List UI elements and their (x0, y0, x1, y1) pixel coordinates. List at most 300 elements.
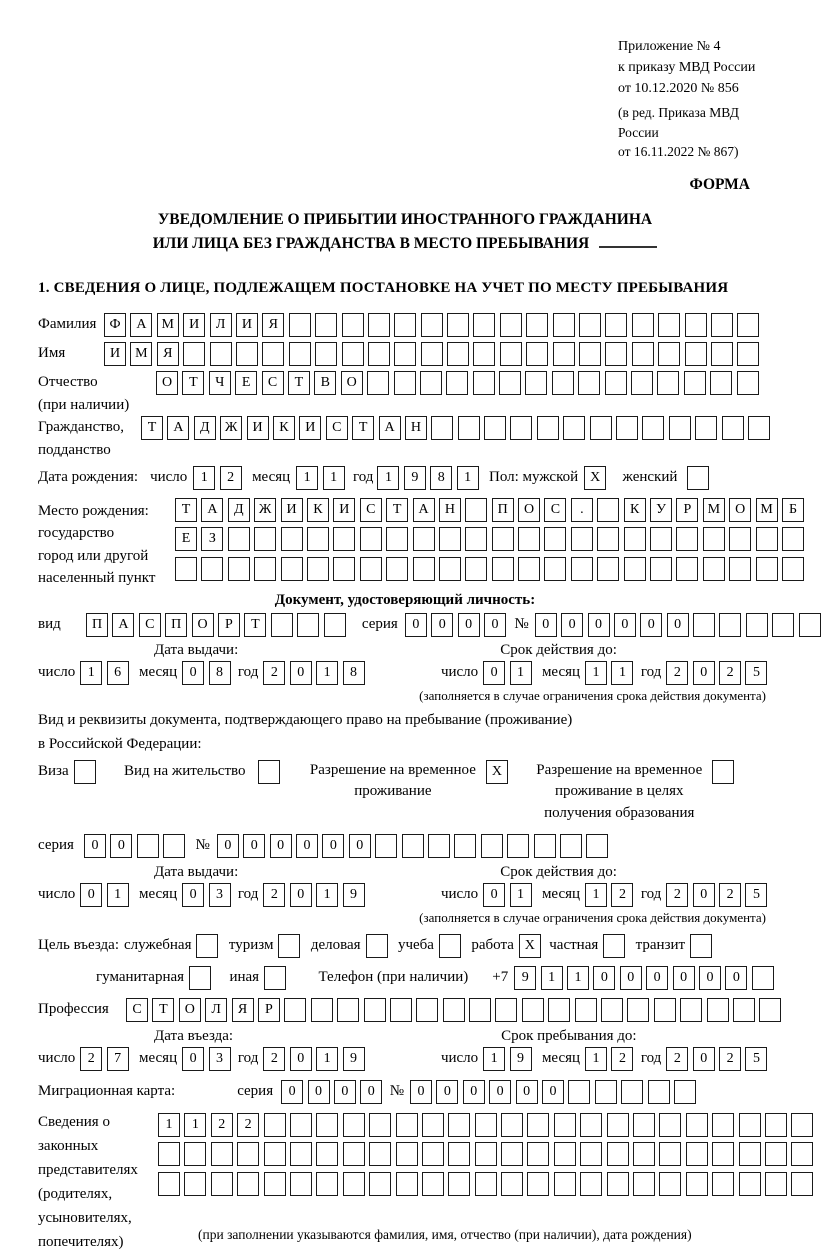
char-cell[interactable] (631, 371, 653, 395)
char-cell[interactable]: 9 (343, 1047, 365, 1071)
char-cell[interactable] (580, 1172, 602, 1196)
char-cell[interactable] (522, 998, 544, 1022)
char-cell[interactable] (211, 1142, 233, 1166)
char-cell[interactable] (364, 998, 386, 1022)
char-cell[interactable]: С (544, 498, 566, 522)
char-cell[interactable]: 0 (640, 613, 662, 637)
char-cell[interactable] (544, 527, 566, 551)
char-cell[interactable]: 0 (349, 834, 371, 858)
char-cell[interactable] (443, 998, 465, 1022)
char-cell[interactable] (446, 371, 468, 395)
char-cell[interactable] (390, 998, 412, 1022)
doc-issue-day-cells[interactable] (80, 661, 133, 685)
char-cell[interactable]: X (486, 760, 508, 784)
char-cell[interactable] (237, 1142, 259, 1166)
char-cell[interactable]: З (201, 527, 223, 551)
char-cell[interactable]: 0 (588, 613, 610, 637)
char-cell[interactable] (413, 557, 435, 581)
char-cell[interactable] (686, 1142, 708, 1166)
char-cell[interactable] (137, 834, 159, 858)
char-cell[interactable] (465, 557, 487, 581)
char-cell[interactable] (729, 557, 751, 581)
char-cell[interactable]: 1 (107, 883, 129, 907)
char-cell[interactable] (579, 342, 601, 366)
char-cell[interactable]: 3 (209, 1047, 231, 1071)
char-cell[interactable] (553, 313, 575, 337)
char-cell[interactable] (633, 1172, 655, 1196)
char-cell[interactable]: 1 (184, 1113, 206, 1137)
doc-type-cells[interactable] (86, 613, 350, 637)
char-cell[interactable] (627, 998, 649, 1022)
char-cell[interactable]: 1 (510, 883, 532, 907)
char-cell[interactable] (676, 557, 698, 581)
char-cell[interactable]: 1 (510, 661, 532, 685)
char-cell[interactable] (686, 1113, 708, 1137)
char-cell[interactable]: 0 (270, 834, 292, 858)
entry-month-cells[interactable] (182, 1047, 235, 1071)
char-cell[interactable]: 5 (745, 661, 767, 685)
char-cell[interactable] (184, 1142, 206, 1166)
char-cell[interactable] (315, 342, 337, 366)
char-cell[interactable]: А (201, 498, 223, 522)
char-cell[interactable]: 8 (430, 466, 452, 490)
permit-valid-year-cells[interactable] (666, 883, 772, 907)
char-cell[interactable]: 1 (611, 661, 633, 685)
doc-valid-day-cells[interactable] (483, 661, 536, 685)
char-cell[interactable] (659, 1172, 681, 1196)
char-cell[interactable] (554, 1142, 576, 1166)
char-cell[interactable] (710, 371, 732, 395)
char-cell[interactable] (236, 342, 258, 366)
char-cell[interactable] (501, 1142, 523, 1166)
char-cell[interactable] (315, 313, 337, 337)
char-cell[interactable] (158, 1172, 180, 1196)
permit-valid-month-cells[interactable] (585, 883, 638, 907)
char-cell[interactable]: И (333, 498, 355, 522)
char-cell[interactable] (290, 1172, 312, 1196)
char-cell[interactable]: 9 (510, 1047, 532, 1071)
char-cell[interactable] (654, 998, 676, 1022)
char-cell[interactable]: С (126, 998, 148, 1022)
birth-day-cells[interactable] (193, 466, 246, 490)
char-cell[interactable] (748, 416, 770, 440)
char-cell[interactable] (262, 342, 284, 366)
char-cell[interactable]: И (183, 313, 205, 337)
char-cell[interactable]: 3 (209, 883, 231, 907)
char-cell[interactable]: С (326, 416, 348, 440)
char-cell[interactable]: Я (262, 313, 284, 337)
char-cell[interactable]: Д (228, 498, 250, 522)
char-cell[interactable] (657, 371, 679, 395)
char-cell[interactable] (278, 934, 300, 958)
purpose-transit-checkbox[interactable] (690, 934, 716, 958)
char-cell[interactable] (568, 1080, 590, 1104)
char-cell[interactable]: 0 (463, 1080, 485, 1104)
char-cell[interactable] (590, 416, 612, 440)
char-cell[interactable]: 0 (646, 966, 668, 990)
char-cell[interactable]: 2 (719, 1047, 741, 1071)
char-cell[interactable] (475, 1142, 497, 1166)
doc-number-cells[interactable] (535, 613, 825, 637)
char-cell[interactable]: 2 (611, 1047, 633, 1071)
char-cell[interactable]: А (167, 416, 189, 440)
entry-year-cells[interactable] (263, 1047, 369, 1071)
char-cell[interactable]: А (413, 498, 435, 522)
char-cell[interactable]: 0 (290, 883, 312, 907)
char-cell[interactable] (597, 557, 619, 581)
char-cell[interactable]: И (236, 313, 258, 337)
char-cell[interactable]: О (156, 371, 178, 395)
char-cell[interactable] (756, 527, 778, 551)
char-cell[interactable]: Т (152, 998, 174, 1022)
char-cell[interactable] (648, 1080, 670, 1104)
char-cell[interactable] (527, 1113, 549, 1137)
char-cell[interactable]: 0 (667, 613, 689, 637)
char-cell[interactable]: Н (405, 416, 427, 440)
char-cell[interactable] (454, 834, 476, 858)
char-cell[interactable]: X (584, 466, 606, 490)
char-cell[interactable] (342, 342, 364, 366)
char-cell[interactable] (448, 1142, 470, 1166)
char-cell[interactable] (324, 613, 346, 637)
char-cell[interactable]: О (518, 498, 540, 522)
char-cell[interactable]: 9 (404, 466, 426, 490)
char-cell[interactable] (534, 834, 556, 858)
char-cell[interactable]: 2 (237, 1113, 259, 1137)
char-cell[interactable]: Я (232, 998, 254, 1022)
char-cell[interactable] (712, 1113, 734, 1137)
char-cell[interactable] (526, 342, 548, 366)
char-cell[interactable] (575, 998, 597, 1022)
char-cell[interactable] (765, 1172, 787, 1196)
char-cell[interactable]: Т (175, 498, 197, 522)
char-cell[interactable] (722, 416, 744, 440)
char-cell[interactable] (501, 1172, 523, 1196)
char-cell[interactable] (420, 371, 442, 395)
char-cell[interactable] (676, 527, 698, 551)
char-cell[interactable]: М (703, 498, 725, 522)
char-cell[interactable]: Ф (104, 313, 126, 337)
char-cell[interactable] (484, 416, 506, 440)
char-cell[interactable] (189, 966, 211, 990)
char-cell[interactable]: 0 (458, 613, 480, 637)
char-cell[interactable] (712, 1142, 734, 1166)
char-cell[interactable] (659, 1113, 681, 1137)
char-cell[interactable]: 1 (585, 1047, 607, 1071)
char-cell[interactable] (369, 1142, 391, 1166)
char-cell[interactable]: 8 (343, 661, 365, 685)
birthplace-cells-row3[interactable] (175, 557, 808, 581)
char-cell[interactable]: М (130, 342, 152, 366)
char-cell[interactable]: 1 (585, 661, 607, 685)
char-cell[interactable]: 0 (290, 661, 312, 685)
char-cell[interactable] (290, 1113, 312, 1137)
char-cell[interactable] (386, 557, 408, 581)
char-cell[interactable] (469, 998, 491, 1022)
char-cell[interactable] (281, 527, 303, 551)
char-cell[interactable] (739, 1172, 761, 1196)
char-cell[interactable] (703, 527, 725, 551)
char-cell[interactable] (369, 1172, 391, 1196)
char-cell[interactable] (739, 1142, 761, 1166)
char-cell[interactable]: Л (210, 313, 232, 337)
char-cell[interactable] (281, 557, 303, 581)
char-cell[interactable] (439, 934, 461, 958)
char-cell[interactable]: 0 (693, 1047, 715, 1071)
char-cell[interactable] (448, 1113, 470, 1137)
char-cell[interactable]: А (379, 416, 401, 440)
char-cell[interactable] (74, 760, 96, 784)
char-cell[interactable]: 0 (322, 834, 344, 858)
char-cell[interactable] (746, 613, 768, 637)
char-cell[interactable]: 1 (296, 466, 318, 490)
char-cell[interactable] (607, 1113, 629, 1137)
char-cell[interactable]: 0 (405, 613, 427, 637)
char-cell[interactable] (428, 834, 450, 858)
char-cell[interactable]: О (192, 613, 214, 637)
char-cell[interactable] (421, 313, 443, 337)
phone-cells[interactable] (514, 966, 778, 990)
entry-day-cells[interactable] (80, 1047, 133, 1071)
char-cell[interactable]: 0 (182, 883, 204, 907)
char-cell[interactable] (510, 416, 532, 440)
char-cell[interactable] (421, 342, 443, 366)
char-cell[interactable] (289, 313, 311, 337)
char-cell[interactable] (548, 998, 570, 1022)
char-cell[interactable] (737, 371, 759, 395)
char-cell[interactable] (658, 342, 680, 366)
char-cell[interactable]: 0 (693, 661, 715, 685)
permit-series-cells[interactable] (84, 834, 190, 858)
char-cell[interactable] (607, 1142, 629, 1166)
char-cell[interactable]: 1 (567, 966, 589, 990)
char-cell[interactable]: 5 (745, 1047, 767, 1071)
residence-permit-checkbox[interactable] (258, 760, 284, 784)
char-cell[interactable] (518, 527, 540, 551)
char-cell[interactable]: 1 (377, 466, 399, 490)
char-cell[interactable] (289, 342, 311, 366)
char-cell[interactable] (228, 557, 250, 581)
char-cell[interactable] (507, 834, 529, 858)
char-cell[interactable] (394, 313, 416, 337)
char-cell[interactable]: Т (288, 371, 310, 395)
char-cell[interactable] (739, 1113, 761, 1137)
char-cell[interactable] (624, 527, 646, 551)
char-cell[interactable] (712, 760, 734, 784)
char-cell[interactable] (544, 557, 566, 581)
char-cell[interactable]: 5 (745, 883, 767, 907)
char-cell[interactable] (605, 342, 627, 366)
char-cell[interactable] (658, 313, 680, 337)
char-cell[interactable]: С (139, 613, 161, 637)
purpose-humanitarian-checkbox[interactable] (189, 966, 215, 990)
char-cell[interactable]: 1 (585, 883, 607, 907)
char-cell[interactable] (595, 1080, 617, 1104)
char-cell[interactable] (386, 527, 408, 551)
char-cell[interactable]: 1 (316, 661, 338, 685)
char-cell[interactable]: 2 (220, 466, 242, 490)
char-cell[interactable] (632, 342, 654, 366)
char-cell[interactable]: А (130, 313, 152, 337)
char-cell[interactable] (402, 834, 424, 858)
char-cell[interactable] (481, 834, 503, 858)
char-cell[interactable] (333, 527, 355, 551)
char-cell[interactable]: И (104, 342, 126, 366)
char-cell[interactable]: 0 (296, 834, 318, 858)
char-cell[interactable] (580, 1142, 602, 1166)
doc-issue-year-cells[interactable] (263, 661, 369, 685)
char-cell[interactable] (772, 613, 794, 637)
char-cell[interactable] (367, 371, 389, 395)
char-cell[interactable]: 0 (483, 661, 505, 685)
char-cell[interactable]: 0 (110, 834, 132, 858)
char-cell[interactable]: 0 (243, 834, 265, 858)
char-cell[interactable]: Т (352, 416, 374, 440)
char-cell[interactable]: О (729, 498, 751, 522)
legal-cells-row2[interactable] (158, 1142, 818, 1166)
char-cell[interactable] (690, 934, 712, 958)
char-cell[interactable] (500, 313, 522, 337)
char-cell[interactable]: Ж (220, 416, 242, 440)
char-cell[interactable] (343, 1142, 365, 1166)
char-cell[interactable] (580, 1113, 602, 1137)
char-cell[interactable] (674, 1080, 696, 1104)
char-cell[interactable]: 0 (360, 1080, 382, 1104)
char-cell[interactable] (624, 557, 646, 581)
char-cell[interactable] (368, 342, 390, 366)
char-cell[interactable] (439, 527, 461, 551)
char-cell[interactable] (258, 760, 280, 784)
char-cell[interactable] (264, 1172, 286, 1196)
char-cell[interactable] (650, 527, 672, 551)
char-cell[interactable] (196, 934, 218, 958)
char-cell[interactable] (264, 1142, 286, 1166)
patronymic-cells[interactable] (156, 371, 763, 395)
char-cell[interactable]: 0 (620, 966, 642, 990)
char-cell[interactable] (621, 1080, 643, 1104)
char-cell[interactable] (703, 557, 725, 581)
char-cell[interactable] (473, 342, 495, 366)
char-cell[interactable]: Ж (254, 498, 276, 522)
char-cell[interactable] (210, 342, 232, 366)
char-cell[interactable] (475, 1113, 497, 1137)
char-cell[interactable] (597, 498, 619, 522)
char-cell[interactable] (552, 371, 574, 395)
char-cell[interactable] (422, 1113, 444, 1137)
char-cell[interactable] (158, 1142, 180, 1166)
char-cell[interactable] (686, 1172, 708, 1196)
char-cell[interactable]: К (307, 498, 329, 522)
char-cell[interactable]: Е (175, 527, 197, 551)
char-cell[interactable]: 0 (80, 883, 102, 907)
char-cell[interactable] (163, 834, 185, 858)
char-cell[interactable]: 6 (107, 661, 129, 685)
purpose-private-checkbox[interactable] (603, 934, 629, 958)
char-cell[interactable]: 9 (514, 966, 536, 990)
char-cell[interactable] (337, 998, 359, 1022)
char-cell[interactable]: И (299, 416, 321, 440)
char-cell[interactable] (500, 342, 522, 366)
char-cell[interactable] (375, 834, 397, 858)
char-cell[interactable] (254, 527, 276, 551)
char-cell[interactable] (752, 966, 774, 990)
char-cell[interactable]: 2 (80, 1047, 102, 1071)
char-cell[interactable] (473, 313, 495, 337)
char-cell[interactable] (799, 613, 821, 637)
char-cell[interactable] (526, 313, 548, 337)
char-cell[interactable]: 0 (489, 1080, 511, 1104)
purpose-other-checkbox[interactable] (264, 966, 290, 990)
char-cell[interactable] (537, 416, 559, 440)
char-cell[interactable]: 0 (535, 613, 557, 637)
char-cell[interactable]: Р (676, 498, 698, 522)
char-cell[interactable]: Ч (209, 371, 231, 395)
char-cell[interactable] (316, 1113, 338, 1137)
char-cell[interactable]: С (262, 371, 284, 395)
visa-checkbox[interactable] (74, 760, 100, 784)
char-cell[interactable]: М (157, 313, 179, 337)
char-cell[interactable] (201, 557, 223, 581)
char-cell[interactable] (693, 613, 715, 637)
char-cell[interactable]: П (86, 613, 108, 637)
char-cell[interactable] (366, 934, 388, 958)
char-cell[interactable]: 1 (316, 883, 338, 907)
permit-valid-day-cells[interactable] (483, 883, 536, 907)
char-cell[interactable] (685, 342, 707, 366)
char-cell[interactable] (684, 371, 706, 395)
char-cell[interactable] (791, 1142, 813, 1166)
permit-issue-year-cells[interactable] (263, 883, 369, 907)
char-cell[interactable]: 0 (431, 613, 453, 637)
char-cell[interactable] (342, 313, 364, 337)
char-cell[interactable] (711, 313, 733, 337)
char-cell[interactable] (737, 313, 759, 337)
char-cell[interactable] (759, 998, 781, 1022)
char-cell[interactable] (633, 1113, 655, 1137)
char-cell[interactable]: 7 (107, 1047, 129, 1071)
char-cell[interactable]: 2 (719, 883, 741, 907)
char-cell[interactable]: 0 (483, 883, 505, 907)
citizenship-cells[interactable] (141, 416, 774, 440)
char-cell[interactable]: В (314, 371, 336, 395)
char-cell[interactable]: 2 (263, 661, 285, 685)
char-cell[interactable]: 0 (182, 661, 204, 685)
char-cell[interactable]: 0 (542, 1080, 564, 1104)
stay-month-cells[interactable] (585, 1047, 638, 1071)
char-cell[interactable] (571, 527, 593, 551)
purpose-tourism-checkbox[interactable] (278, 934, 304, 958)
char-cell[interactable] (765, 1113, 787, 1137)
migration-number-cells[interactable] (410, 1080, 700, 1104)
char-cell[interactable] (525, 371, 547, 395)
char-cell[interactable] (369, 1113, 391, 1137)
char-cell[interactable]: 0 (673, 966, 695, 990)
char-cell[interactable] (422, 1172, 444, 1196)
char-cell[interactable] (501, 1113, 523, 1137)
char-cell[interactable] (316, 1172, 338, 1196)
char-cell[interactable] (297, 613, 319, 637)
char-cell[interactable] (756, 557, 778, 581)
char-cell[interactable]: У (650, 498, 672, 522)
char-cell[interactable] (605, 313, 627, 337)
doc-series-cells[interactable] (405, 613, 511, 637)
char-cell[interactable] (307, 557, 329, 581)
char-cell[interactable]: X (519, 934, 541, 958)
char-cell[interactable] (254, 557, 276, 581)
char-cell[interactable] (605, 371, 627, 395)
sex-male-checkbox[interactable] (584, 466, 610, 490)
char-cell[interactable] (394, 371, 416, 395)
